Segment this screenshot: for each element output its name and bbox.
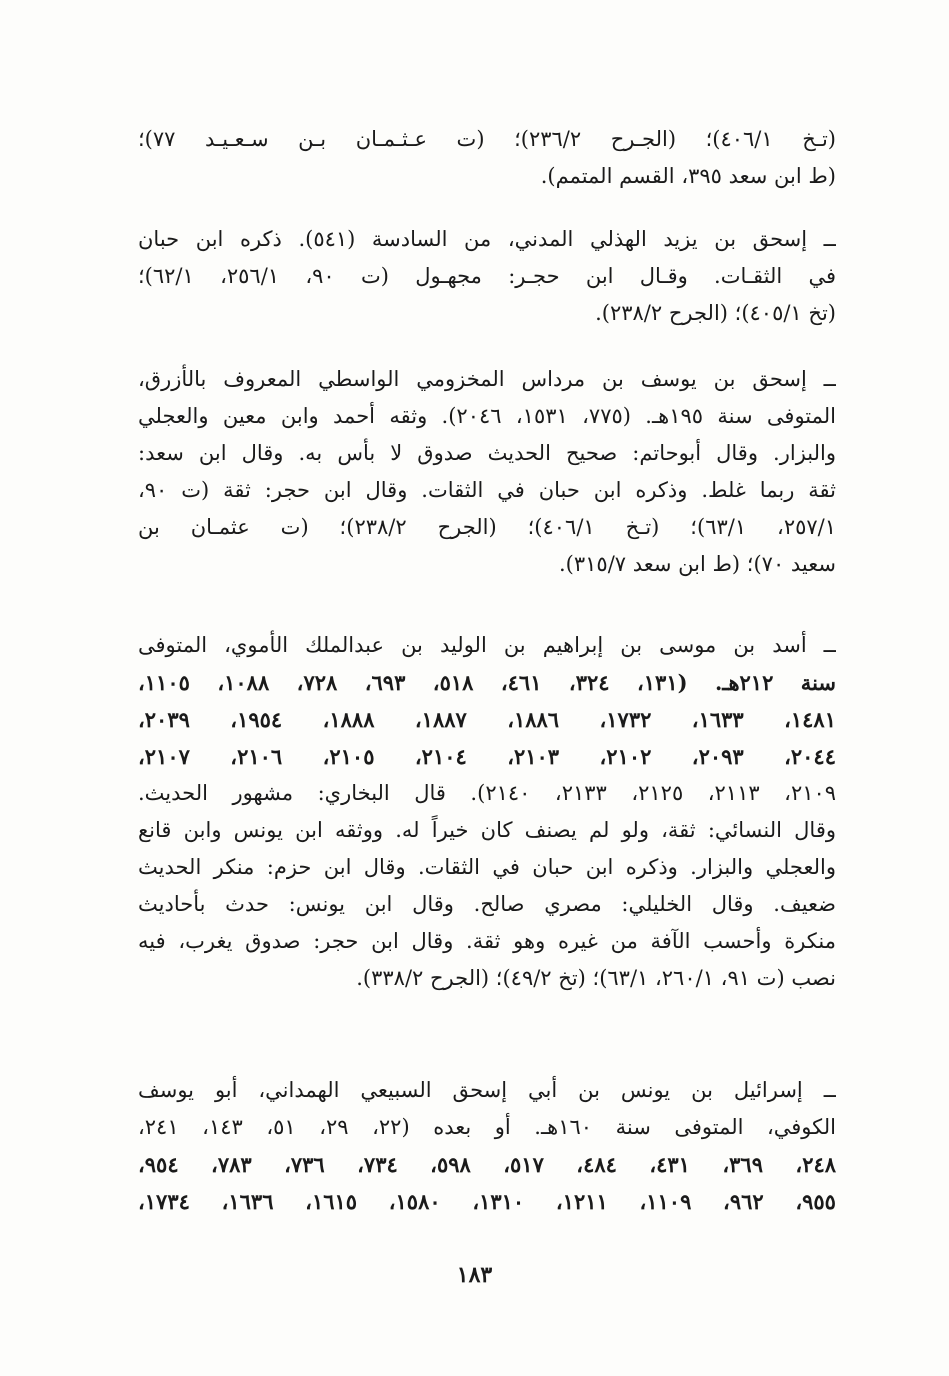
paragraph-continuation bbox=[138, 121, 836, 195]
text-line: ــ أسد بن موسى بن إبراهيم بن الوليد بن عبدالملك الأموي، المتوفى bbox=[138, 633, 836, 657]
text-line: منكرة وأحسب الآفة من غيره وهو ثقة. وقال ابن حجر: صدوق يغرب، فيه bbox=[138, 929, 836, 953]
text-line: ــ إسحق بن يزيد الهذلي المدني، من السادسة (٥٤١). ذكره ابن حبان bbox=[138, 227, 836, 251]
text-line: ٢٤٨، ٣٦٩، ٤٣١، ٤٨٤، ٥١٧، ٥٩٨، ٧٣٤، ٧٣٦، ٧٨٣، ٩٥٤، bbox=[138, 1152, 836, 1177]
text-line: ــ إسحق بن يوسف بن مرداس المخزومي الواسطي المعروف بالأزرق، bbox=[138, 367, 836, 391]
text-line: ٢٠٤٤، ٢٠٩٣، ٢١٠٢، ٢١٠٣، ٢١٠٤، ٢١٠٥، ٢١٠٦، ٢١٠٧، bbox=[138, 744, 836, 769]
text-line: والعجلي والبزار. وذكره ابن حبان في الثقات. وقال ابن حزم: منكر الحديث bbox=[138, 855, 836, 879]
text-line: ضعيف. وقال الخليلي: مصري صالح. وقال ابن يونس: حدث بأحاديث bbox=[138, 892, 836, 916]
text-line: (تـخ ٤٠٦/١)؛ (الجـرح ٢٣٦/٢)؛ (ت عـثـمـان بـن سـعـيـد ٧٧)؛ bbox=[138, 127, 836, 151]
text-line: والبزار. وقال أبوحاتم: صحيح الحديث صدوق لا بأس به. وقال ابن سعد: bbox=[138, 441, 836, 465]
text-line: (تخ ٤٠٥/١)؛ (الجرح ٢٣٨/٢). bbox=[595, 301, 836, 325]
text-line: الكوفي، المتوفى سنة ١٦٠هـ. أو بعده (٢٢، ٢٩، ٥١، ١٤٣، ٢٤١، bbox=[138, 1115, 836, 1139]
text-line: سعيد ٧٠)؛ (ط ابن سعد ٣١٥/٧). bbox=[558, 552, 836, 576]
text-line: المتوفى سنة ١٩٥هـ. (٧٧٥، ١٥٣١، ٢٠٤٦). وثقه أحمد وابن معين والعجلي bbox=[138, 404, 836, 428]
entry-israil-ibn-yunus bbox=[138, 1072, 836, 1220]
text-line: ٢١٠٩، ٢١١٣، ٢١٢٥، ٢١٣٣، ٢١٤٠). قال البخاري: مشهور الحديث. bbox=[138, 781, 836, 805]
text-line: ٢٥٧/١، ٦٣/١)؛ (تـخ ٤٠٦/١)؛ (الجرح ٢٣٨/٢)؛ (ت عثمـان بن bbox=[138, 515, 836, 539]
text-line: وقال النسائي: ثقة، ولو لم يصنف كان خيراً له. ووثقه ابن يونس وابن قانع bbox=[138, 818, 836, 842]
text-line: نصب (ت ٩١، ٢٦٠/١، ٦٣/١)؛ (تخ ٤٩/٢)؛ (الجرح ٣٣٨/٢). bbox=[356, 966, 836, 990]
text-line: ١٤٨١، ١٦٣٣، ١٧٣٢، ١٨٨٦، ١٨٨٧، ١٨٨٨، ١٩٥٤، ٢٠٣٩، bbox=[138, 707, 836, 732]
entry-ishaq-ibn-yazid bbox=[138, 221, 836, 332]
entry-ishaq-ibn-yusuf bbox=[138, 361, 836, 583]
text-line: ٩٥٥، ٩٦٢، ١١٠٩، ١٢١١، ١٣١٠، ١٥٨٠، ١٦١٥، ١٦٣٦، ١٧٣٤، bbox=[138, 1189, 836, 1214]
text-line: ثقة ربما غلط. وذكره ابن حبان في الثقات. وقال ابن حجر: ثقة (ت ٩٠، bbox=[138, 478, 836, 502]
entry-asad-ibn-musa bbox=[138, 627, 836, 997]
text-line: (ط ابن سعد ٣٩٥، القسم المتمم). bbox=[540, 164, 836, 188]
page-number: ١٨٣ bbox=[456, 1262, 493, 1288]
text-line: في الثقـات. وقـال ابن حجـر: مجهـول (ت ٩٠، ٢٥٦/١، ٦٢/١)؛ bbox=[138, 264, 836, 288]
text-line: ــ إسرائيل بن يونس بن أبي إسحق السبيعي الهمداني، أبو يوسف bbox=[138, 1078, 836, 1102]
text-line: سنة ٢١٢هـ. (١٣١، ٣٢٤، ٤٦١، ٥١٨، ٦٩٣، ٧٢٨، ١٠٨٨، ١١٠٥، bbox=[138, 670, 836, 695]
